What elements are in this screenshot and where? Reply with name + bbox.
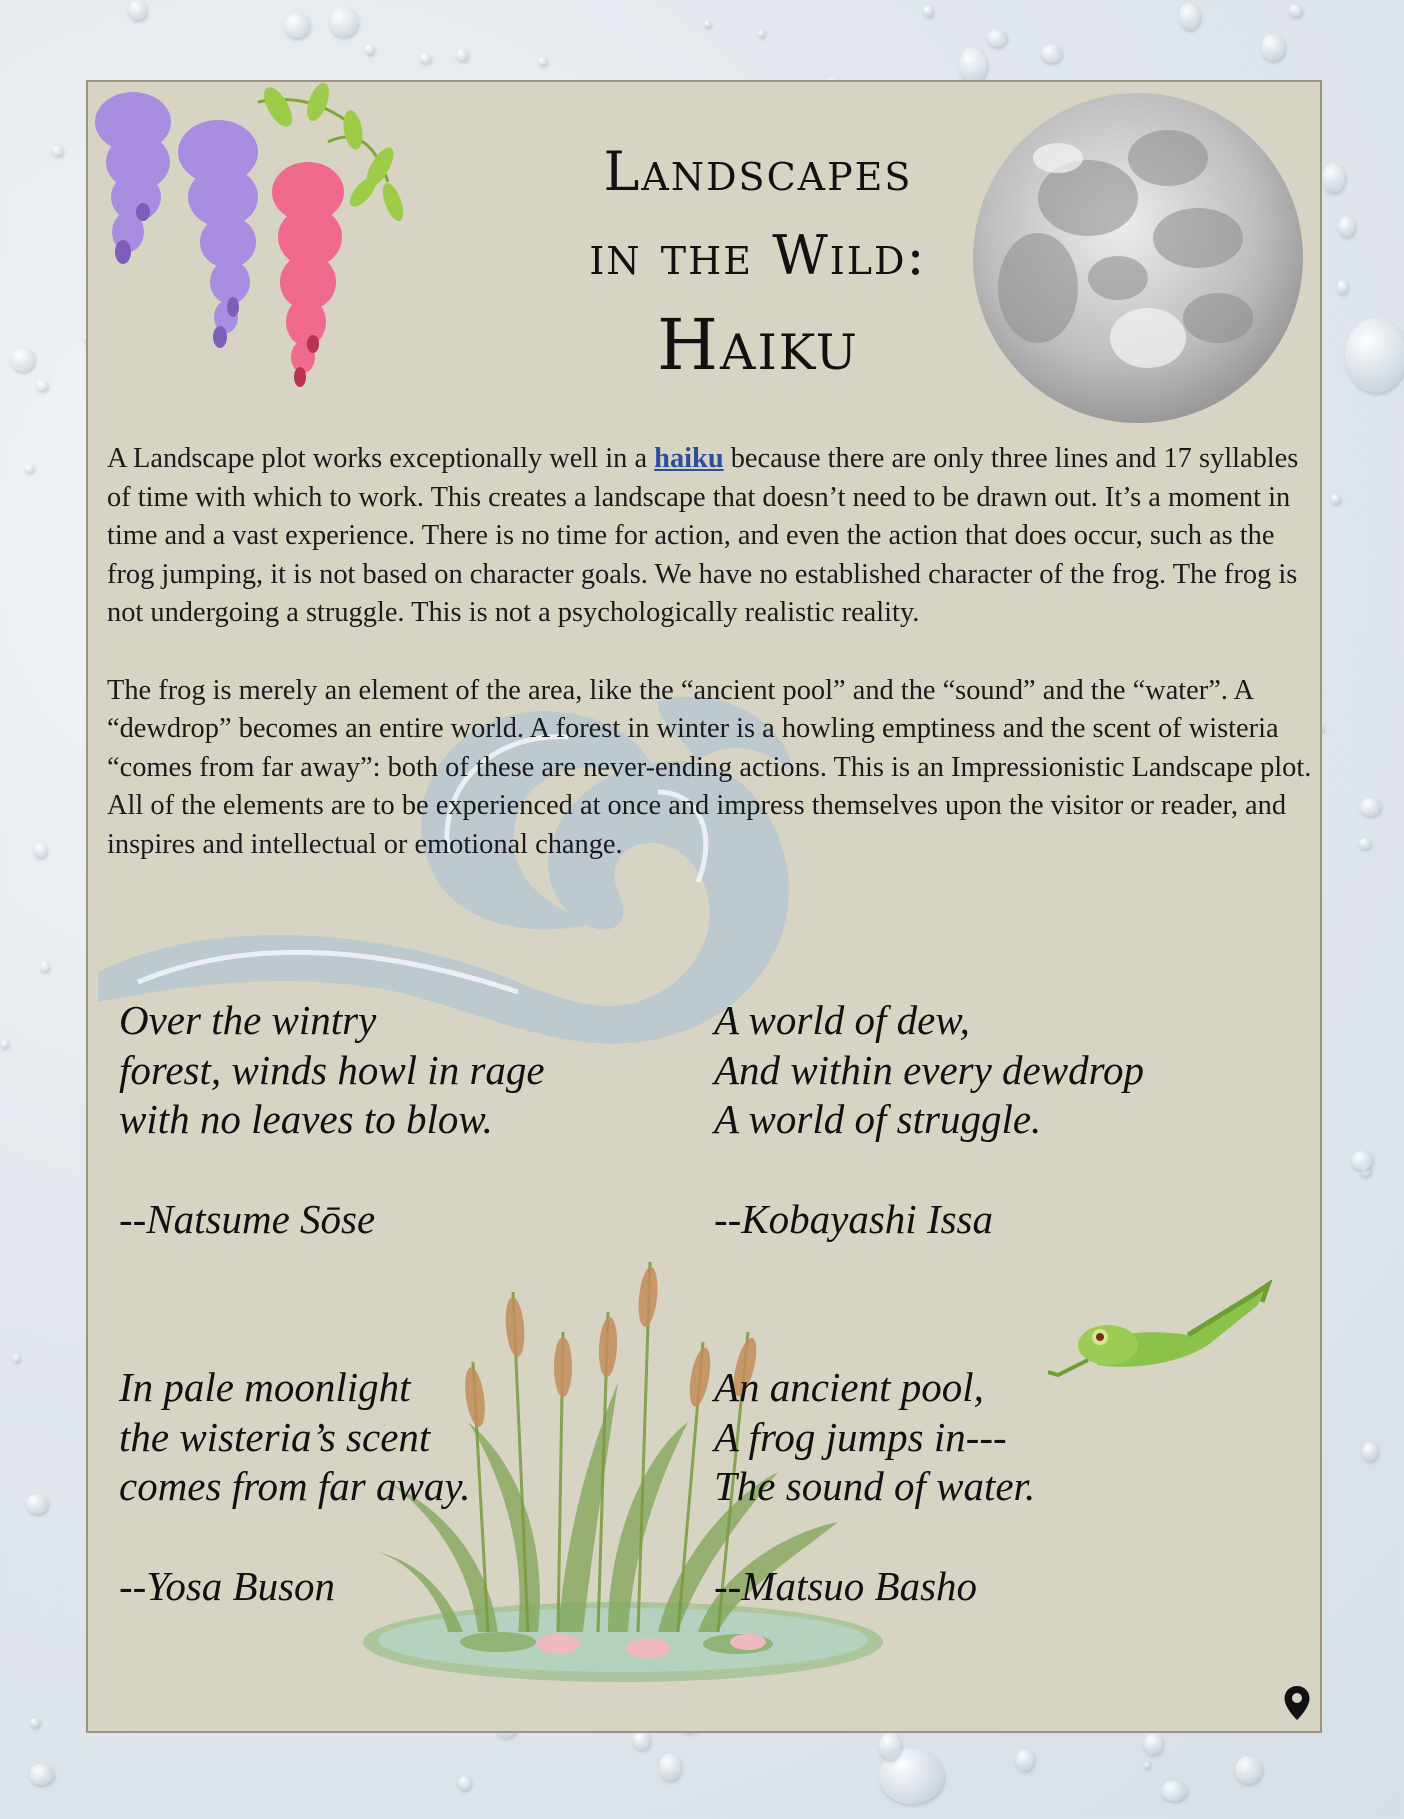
water-drop	[1, 1040, 8, 1048]
water-drop	[1235, 1756, 1262, 1784]
haiku-yosa	[119, 1363, 639, 1611]
intro-paragraph-2: The frog is merely an element of the area, like the “ancient pool” and the “sound” and the “water”. A “dewdrop” becomes an entire world. A forest in winter is a howling emptiness and the scent of wisteria “comes from far away”: both of these are never-ending actions. This is an Impressionistic Landscape plot. All of the elements are to be experienced at once and impress themselves upon the visitor or reader, and inspires and intellectual or emotional change.	[107, 674, 1312, 860]
water-drop	[458, 1776, 472, 1791]
haiku-natsume	[119, 996, 639, 1244]
haiku-line: comes from far away.	[119, 1463, 471, 1509]
haiku-author: --Yosa Buson	[119, 1562, 336, 1609]
haiku-matsuo	[714, 1363, 1234, 1611]
water-drop	[128, 0, 147, 20]
water-drop	[923, 5, 933, 17]
water-drop	[52, 146, 63, 156]
water-drop	[1359, 838, 1370, 848]
water-drop	[704, 21, 712, 28]
water-drop	[284, 13, 311, 38]
water-drop	[365, 44, 374, 55]
haiku-kobayashi	[714, 996, 1234, 1244]
haiku-line: forest, winds howl in rage	[119, 1046, 545, 1093]
water-drop	[456, 49, 468, 61]
water-drop	[329, 7, 358, 38]
water-drop	[1338, 216, 1355, 237]
water-drop	[420, 53, 431, 63]
haiku-link[interactable]: haiku	[654, 443, 724, 474]
water-drop	[1261, 34, 1286, 61]
water-drop	[36, 380, 48, 390]
water-drop	[879, 1732, 901, 1760]
water-drop	[1337, 280, 1348, 294]
haiku-line: the wisteria’s scent	[119, 1413, 431, 1460]
intro-p1-start: A Landscape plot works exceptionally well in a	[107, 443, 655, 474]
wisteria-illustration	[88, 82, 428, 422]
water-drop	[538, 57, 546, 65]
water-drop	[29, 1764, 54, 1785]
water-drop	[1351, 1151, 1372, 1170]
intro-paragraph-1	[107, 440, 1312, 633]
water-drop	[1362, 1442, 1378, 1461]
haiku-line: with no leaves to blow.	[119, 1096, 493, 1142]
title-line-1: Landscapes	[603, 140, 913, 203]
water-drop	[26, 1494, 48, 1514]
water-drop	[1345, 318, 1404, 393]
water-drop	[959, 48, 987, 83]
haiku-line: A frog jumps in---	[714, 1413, 1007, 1460]
water-drop	[25, 464, 34, 473]
haiku-line: In pale moonlight	[119, 1364, 411, 1410]
water-drop	[1289, 4, 1302, 17]
water-drop	[1041, 44, 1062, 63]
haiku-line: An ancient pool,	[714, 1364, 984, 1410]
water-drop	[10, 347, 35, 372]
water-drop	[1179, 3, 1200, 29]
page-title	[488, 130, 1028, 392]
water-drop	[1144, 1762, 1150, 1768]
haiku-author: --Matsuo Basho	[714, 1562, 978, 1609]
water-drop	[12, 1354, 20, 1362]
map-pin-icon[interactable]	[1283, 1685, 1311, 1721]
intro-text	[107, 440, 1312, 903]
haiku-line: A world of struggle.	[714, 1096, 1042, 1142]
water-drop	[34, 842, 47, 858]
water-drop	[633, 1731, 650, 1750]
intro-p1-rest: because there are only three lines and 17 syllables of time with which to work. This creates a landscape that doesn’t need to be drawn out. It’s a moment in time and a vast experience. There is no time for action, and even the action that does occur, such as the frog jumping, it is not based on character goals. We have no established character of the frog. The frog is not undergoing a struggle. This is not a psychologically realistic reality.	[107, 443, 1299, 628]
title-line-3: Haiku	[657, 304, 859, 386]
water-drop	[30, 1718, 40, 1728]
water-drop	[1016, 1749, 1034, 1772]
haiku-line: The sound of water.	[714, 1463, 1036, 1509]
water-drop	[987, 29, 1007, 47]
water-drop	[758, 30, 765, 37]
water-drop	[1161, 1781, 1186, 1801]
water-drop	[659, 1753, 681, 1781]
haiku-line: A world of dew,	[714, 997, 970, 1043]
water-drop	[1360, 798, 1381, 816]
water-drop	[1144, 1733, 1163, 1755]
haiku-author: --Natsume Sōse	[119, 1195, 376, 1242]
haiku-line: Over the wintry	[119, 997, 377, 1043]
water-drop	[1331, 494, 1340, 504]
water-drop	[1322, 163, 1346, 193]
haiku-line: And within every dewdrop	[714, 1046, 1145, 1093]
title-line-2: in the Wild:	[589, 224, 927, 287]
water-drop	[40, 961, 49, 972]
haiku-author: --Kobayashi Issa	[714, 1195, 994, 1242]
page-panel	[86, 80, 1322, 1733]
